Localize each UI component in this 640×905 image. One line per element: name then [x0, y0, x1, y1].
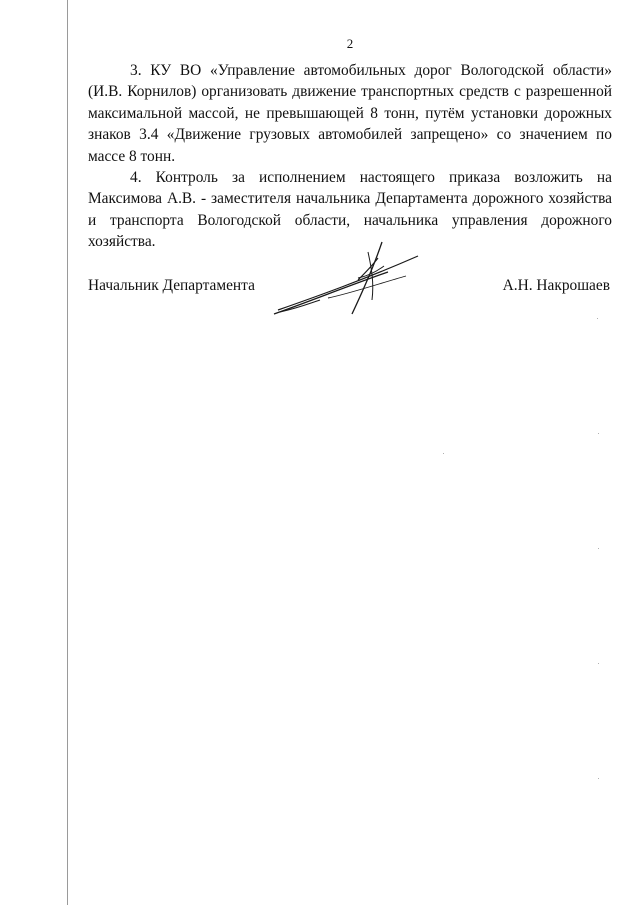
paragraph-3: 3. КУ ВО «Управление автомобильных дорог Вологодской области» (И.В. Корнилов) организовать движение транспортных средств с разрешенной максимальной массой, не превышающей 8 тонн, путём установки дорожных знаков 3.4 «Движение грузовых автомобилей запрещено» со значением по массе 8 тонн.	[88, 62, 612, 165]
scan-edge-line	[67, 0, 68, 905]
scan-speck	[598, 433, 599, 434]
handwritten-signature	[268, 240, 428, 320]
scan-speck	[598, 548, 599, 549]
page-number: 2	[346, 36, 354, 51]
paragraph-4: 4. Контроль за исполнением настоящего приказа возложить на Максимова А.В. - заместителя начальника Департамента дорожного хозяйства и транспорта Вологодской области, начальника управления дорожного хозяйства.	[88, 169, 612, 251]
signatory-name: А.Н. Накрошаев	[502, 277, 610, 294]
signatory-position: Начальник Департамента	[88, 277, 255, 294]
document-body	[88, 60, 612, 253]
scan-speck	[443, 453, 444, 454]
scan-speck	[597, 318, 598, 319]
scan-speck	[598, 663, 599, 664]
scan-speck	[598, 778, 599, 779]
